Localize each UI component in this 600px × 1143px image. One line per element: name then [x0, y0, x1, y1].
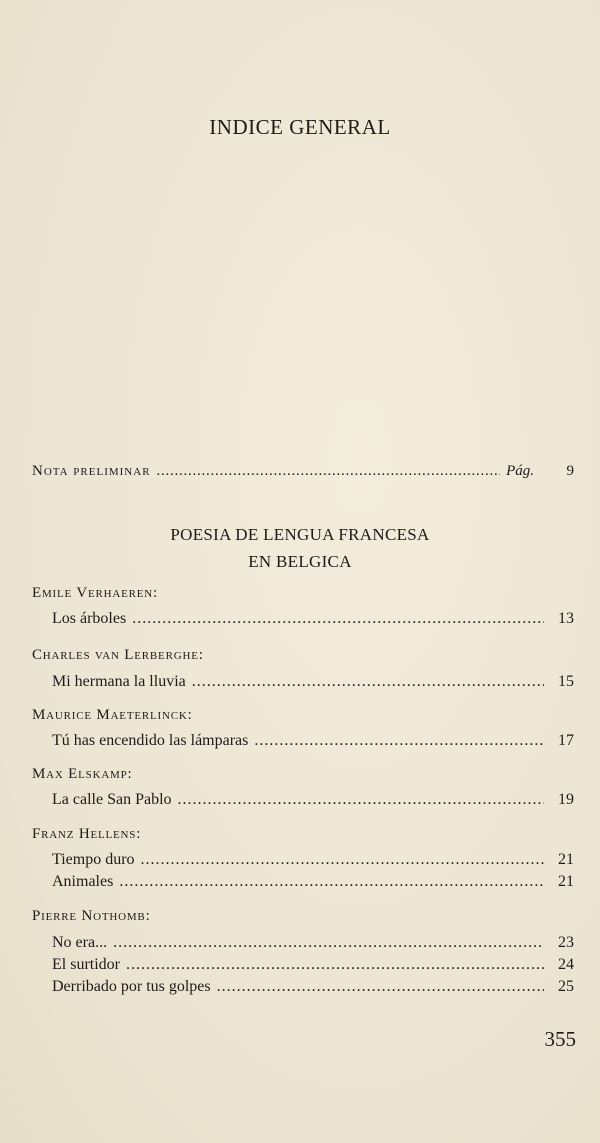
poem-title: Derribado por tus golpes	[52, 978, 211, 995]
dot-leader	[119, 873, 544, 891]
toc-entry	[52, 851, 574, 869]
author-name: Pierre Nothomb:	[32, 908, 151, 924]
poem-title: El surtidor	[52, 956, 120, 973]
author-name: Charles van Lerberghe:	[32, 647, 204, 663]
dot-leader	[126, 956, 544, 974]
poem-title: Los árboles	[52, 610, 127, 627]
poem-title: Animales	[52, 873, 114, 890]
section-heading	[0, 521, 600, 575]
pag-label: Pág.	[506, 463, 534, 479]
author-name: Maurice Maeterlinck:	[32, 707, 193, 723]
page-ref: 24	[558, 956, 574, 973]
page-ref: 15	[558, 673, 574, 690]
poem-title: Mi hermana la lluvia	[52, 673, 186, 690]
page-ref: 13	[558, 610, 574, 627]
page-title: INDICE GENERAL	[209, 115, 391, 139]
page-ref: 23	[558, 934, 574, 951]
page-ref: 25	[558, 978, 574, 995]
toc-entry	[52, 673, 574, 691]
author-name: Franz Hellens:	[32, 826, 142, 842]
page-ref: 19	[558, 791, 574, 808]
page-ref: 21	[558, 851, 574, 868]
dot-leader	[141, 851, 544, 869]
section-line-1: POESIA DE LENGUA FRANCESA	[170, 525, 430, 544]
toc-entry	[52, 978, 574, 996]
dot-leader	[192, 673, 544, 691]
poem-title: La calle San Pablo	[52, 791, 172, 808]
toc-entry-nota-preliminar	[32, 463, 574, 480]
dot-leader	[132, 610, 544, 628]
toc-entry	[52, 610, 574, 628]
page-number: 355	[544, 1027, 576, 1051]
page-ref: 17	[558, 732, 574, 749]
toc-entry	[52, 934, 574, 952]
page-ref: 21	[558, 873, 574, 890]
toc-entry	[52, 791, 574, 809]
toc-entry	[52, 732, 574, 750]
toc-entry	[52, 873, 574, 891]
nota-label: Nota preliminar	[32, 463, 151, 479]
poem-title: Tú has encendido las lámparas	[52, 732, 249, 749]
dot-leader	[217, 978, 544, 996]
dot-leader	[254, 732, 544, 750]
dot-leader	[113, 934, 544, 952]
page-ref: 9	[566, 463, 574, 479]
author-name: Emile Verhaeren:	[32, 585, 158, 601]
section-line-2: EN BELGICA	[248, 552, 352, 571]
dot-leader	[178, 791, 544, 809]
poem-title: Tiempo duro	[52, 851, 135, 868]
author-name: Max Elskamp:	[32, 766, 133, 782]
dot-leader	[157, 463, 501, 480]
toc-entry	[52, 956, 574, 974]
poem-title: No era...	[52, 934, 108, 951]
